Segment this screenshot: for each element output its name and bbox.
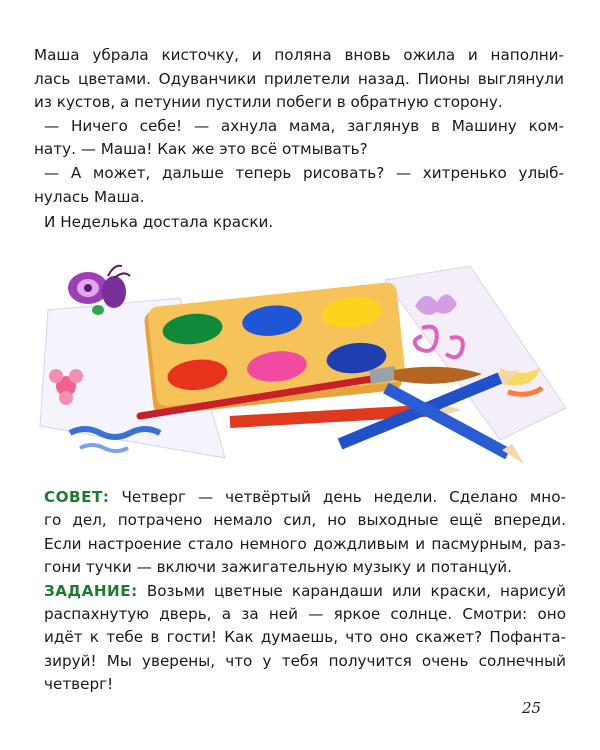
story-line: нату. — Маша! Как же это всё отмывать? bbox=[34, 140, 368, 159]
story-line: И Неделька достала краски. bbox=[44, 213, 274, 232]
paint-palette-illustration bbox=[30, 258, 570, 478]
story-line: лась цветами. Одуванчики прилетели назад. Пионы выглянули bbox=[34, 69, 564, 88]
flower-petal bbox=[59, 391, 73, 405]
story-line: — А может, дальше теперь рисовать? — хитренько улыб- bbox=[44, 163, 564, 182]
story-line: из кустов, а петунии пустили побеги в обратную сторону. bbox=[34, 93, 503, 112]
story-text bbox=[34, 44, 564, 235]
task-label: ЗАДАНИЕ: bbox=[44, 581, 138, 600]
story-line: нулась Маша. bbox=[34, 187, 145, 206]
advice-line bbox=[44, 486, 566, 509]
advice-block bbox=[44, 486, 566, 697]
story-line: Маша убрала кисточку, и поляна вновь ожила и наполни- bbox=[34, 46, 564, 64]
page-number: 25 bbox=[522, 699, 542, 717]
advice-line: гони тучки — включи зажигательную музыку и потанцуй. bbox=[44, 558, 513, 577]
advice-text: Четверг — четвёртый день недели. Сделано мно- bbox=[109, 488, 566, 506]
flower-petal bbox=[49, 369, 63, 383]
advice-line: го дел, потрачено немало сил, но выходные ещё впереди. bbox=[44, 511, 566, 530]
story-line: — Ничего себе! — ахнула мама, заглянув в Машину ком- bbox=[44, 116, 564, 135]
task-line: распахнутую дверь, а за ней — яркое солнце. Смотри: оно bbox=[44, 605, 566, 624]
task-line: четверг! bbox=[44, 675, 114, 694]
flower-petal bbox=[69, 369, 83, 383]
task-text: Возьми цветные карандаши или краски, нарисуй bbox=[137, 581, 566, 600]
task-line: идёт к тебе в гости! Как думаешь, что оно скажет? Пофанта- bbox=[44, 628, 566, 647]
task-line: зируй! Мы уверены, что у тебя получится очень солнечный bbox=[44, 651, 566, 670]
wave-doodle bbox=[80, 445, 128, 451]
advice-line: Если настроение стало немного дождливым и пасмурным, раз- bbox=[44, 534, 566, 553]
advice-label: СОВЕТ: bbox=[44, 488, 110, 506]
task-line bbox=[44, 580, 566, 603]
